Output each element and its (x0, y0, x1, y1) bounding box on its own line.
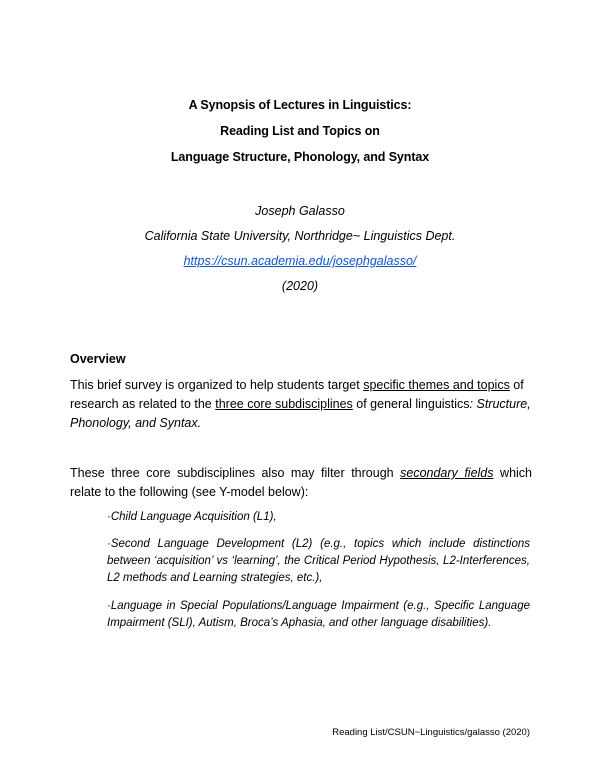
p2-text-a: These three core subdisciplines also may filter through (70, 466, 401, 480)
title-line-2: Reading List and Topics on (220, 124, 380, 138)
p1-text-a: This brief survey is organized to help students target (70, 378, 364, 392)
bullet-item-l1: ·Child Language Acquisition (L1), (107, 511, 277, 523)
title-line-1: A Synopsis of Lectures in Linguistics: (188, 98, 412, 112)
page-footer: Reading List/CSUN~Linguistics/galasso (2020) (332, 727, 530, 738)
publication-year: (2020) (281, 279, 319, 293)
p1-text-d: : Structure, Phonology, and Syntax. (70, 397, 531, 430)
p1-text-c: of general linguistics (352, 397, 470, 411)
p2-text-b: which relate to the following (see Y-model below): (70, 466, 532, 499)
secondary-fields-emphasis: secondary fields (400, 466, 494, 480)
title-line-3: Language Structure, Phonology, and Syntax (170, 150, 430, 164)
overview-paragraph-2 (70, 464, 532, 502)
bullet-item-l2: ·Second Language Development (L2) (e.g., topics which include distinctions between ‘acquisition’ vs ‘learning’, the Critical Period Hypothesis, L2-Interferences, L2 methods and Learning strategies, etc.), (107, 538, 530, 584)
author-affiliation: California State University, Northridge~ Linguistics Dept. (144, 229, 456, 243)
p1-text-b: of research as related to the (70, 378, 524, 411)
bullet-item-impairment: ·Language in Special Populations/Language Impairment (e.g., Specific Language Impairment (SLI), Autism, Broca’s Aphasia, and other language disabilities). (107, 600, 530, 629)
specific-themes-underlined: specific themes and topics (363, 378, 510, 392)
overview-paragraph-1 (70, 376, 532, 433)
author-name: Joseph Galasso (255, 204, 345, 218)
overview-heading: Overview (70, 352, 126, 366)
author-url-link[interactable]: https://csun.academia.edu/josephgalasso/ (183, 254, 417, 268)
author-url-line (0, 254, 600, 268)
core-subdisciplines-underlined: three core subdisciplines (215, 397, 353, 411)
